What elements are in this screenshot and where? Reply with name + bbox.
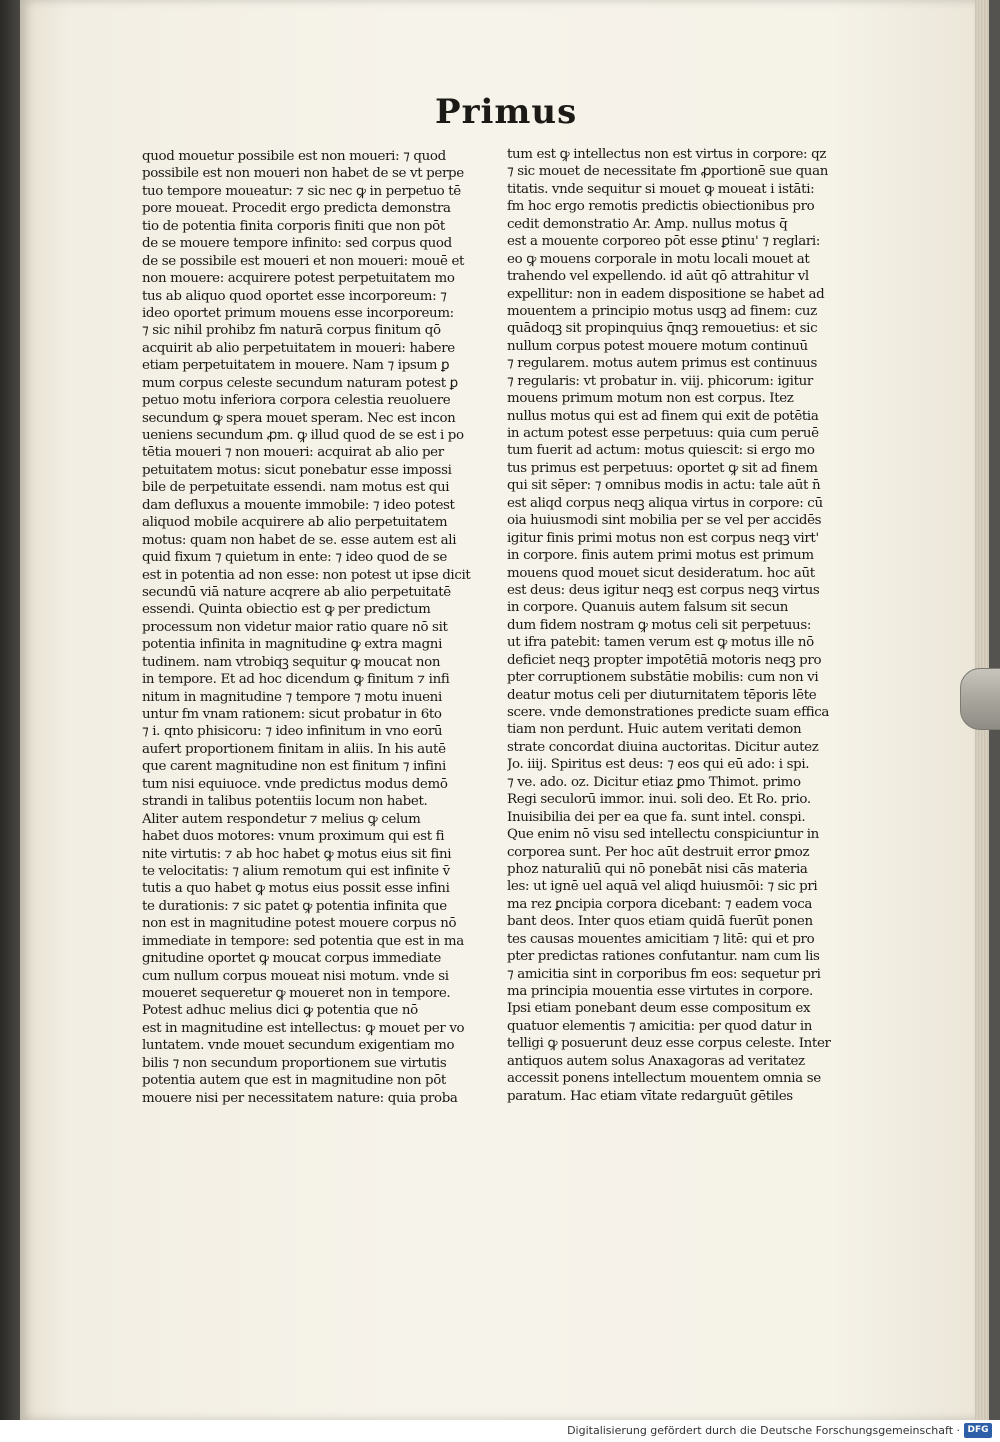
text-line: ⁊ regularem. motus autem primus est continuus [507,356,817,372]
text-line: in corpore. Quanuis autem falsum sit secun [507,600,789,616]
text-line: essendi. Quinta obiectio est ꝙ per predictum [142,602,431,618]
footer-credit: Digitalisierung gefördert durch die Deutsche Forschungsgemeinschaft · [567,1424,960,1437]
left-text-column [142,148,472,1107]
text-line: processum non videtur maior ratio quare nō sit [142,619,448,635]
book-spine-shadow [0,0,22,1442]
text-line: secundum ꝙ spera mouet speram. Nec est incon [142,410,456,426]
text-line: tum fuerit ad actum: motus quiescit: si ergo mo [507,443,815,459]
text-line: quatuor elementis ⁊ amicitia: per quod datur in [507,1018,813,1034]
text-line: deficiet neqꝫ propter impotētiā motoris neqꝫ pro [507,652,822,668]
text-line: tuo tempore moueatur: ⁊ sic nec ꝙ in perpetuo tē [142,183,461,199]
text-line: te velocitatis: ⁊ alium remotum qui est infinite v̄ [142,863,450,879]
text-line: petuitatem motus: sicut ponebatur esse impossi [142,462,452,478]
text-line: ⁊ ve. ado. oz. Dicitur etiaz ꝑmo Thimot. primo [507,774,801,790]
text-line: que carent magnitudine non est finitum ⁊ infini [142,759,446,775]
text-line: accessit ponens intellectum mouentem omnia se [507,1071,821,1087]
text-line: tutis a quo habet ꝙ motus eius possit esse infini [142,881,450,897]
text-line: bilis ⁊ non secundum proportionem sue virtutis [142,1055,447,1071]
text-line: scere. vnde demonstrationes predicte suam effica [507,705,830,720]
text-line: Regi seculorū immor. inui. soli deo. Et Ro. prio. [507,792,811,808]
text-line: nullus motus qui est ad finem qui exit de potētia [507,408,819,424]
text-line: non mouere: acquirere potest perpetuitatem mo [142,271,455,287]
text-line: gnitudine oportet ꝙ moucat corpus immediate [142,951,441,967]
text-line: Jo. iiij. Spiritus est deus: ⁊ eos qui eū ado: i spi. [507,757,810,773]
text-line: corporea sunt. Per hoc aūt destruit error ꝑmoz [507,844,810,860]
text-line: quod mouetur possibile est non moueri: ⁊ quod [142,149,446,164]
text-line: nullum corpus potest mouere motum continuū [507,338,808,354]
text-line: trahendo vel expellendo. id aūt qō attrahitur vl [507,269,809,285]
text-line: petuo motu inferiora corpora celestia reuoluere [142,393,451,409]
text-line: les: ut ignē uel aquā vel aliqd huiusmōi: ⁊ sic pri [507,879,818,895]
text-line: quid fixum ⁊ quietum in ente: ⁊ ideo quod de se [142,550,447,566]
page-clip [960,668,1000,730]
footer-bar [0,1420,1000,1442]
text-line: eo ꝙ mouens corporale in motu locali mouet at [507,251,810,267]
text-line: pter predictas rationes confutantur. nam cum lis [507,949,820,965]
text-line: Potest adhuc melius dici ꝙ potentia que nō [142,1003,418,1019]
text-line: luntatem. vnde mouet secundum exigentiam mo [142,1038,455,1054]
text-line: telligi ꝙ posuerunt deuz esse corpus celeste. Inter [507,1036,831,1052]
text-line: de se mouere tempore infinito: sed corpus quod [142,236,452,252]
text-line: nitum in magnitudine ⁊ tempore ⁊ motu inueni [142,689,442,705]
text-line: ⁊ sic nihil prohibz fm naturā corpus finitum qō [142,323,441,339]
text-line: pter corruptionem substātie mobilis: cum non vi [507,670,819,686]
text-line: est aliqd corpus neqꝫ aliqua virtus in corpore: cū [507,495,823,511]
dfg-logo-icon: DFG [964,1423,992,1438]
text-line: mouens quod mouet sicut desideratum. hoc aūt [507,565,815,581]
text-line: est a mouente corporeo pōt esse ꝑtinu' ⁊ reglari: [507,234,821,250]
text-line: te durationis: ⁊ sic patet ꝙ potentia infinita que [142,898,447,914]
text-line: motus: quam non habet de se. esse autem est ali [142,532,457,548]
book-page [20,0,975,1420]
text-line: ut ifra patebit: tamen verum est ꝙ motus ille nō [507,635,814,651]
text-line: bile de perpetuitate essendi. nam motus est qui [142,480,450,496]
text-line: acquirit ab alio perpetuitatem in moueri: habere [142,340,455,356]
text-line: igitur finis primi motus non est corpus neqꝫ virt' [507,530,819,546]
text-line: mum corpus celeste secundum naturam potest ꝑ [142,375,458,391]
text-line: cedit demonstratio Ar. Amp. nullus motus q̄ [507,216,788,232]
text-line: mouentem a principio motus usqꝫ ad finem: cuz [507,303,817,319]
text-line: dum fidem nostram ꝙ motus celi sit perpetuus: [507,617,812,633]
text-line: ⁊ sic mouet de necessitate fm ꝓportionē sue quan [507,164,828,180]
text-line: qui sit sēper: ⁊ omnibus modis in actu: tale aūt n̄ [507,478,821,494]
text-line: tētia moueri ⁊ non moueri: acquirat ab alio per [142,445,444,461]
text-line: antiquos autem solus Anaxagoras ad veritatez [507,1053,805,1069]
text-line: ma rez ꝑncipia corpora dicebant: ⁊ eadem voca [507,896,813,912]
text-line: in corpore. finis autem primi motus est primum [507,548,814,564]
text-line: est deus: deus igitur neqꝫ est corpus neqꝫ virtus [507,582,820,598]
running-head: Primus [435,92,578,132]
text-line: aufert proportionem finitam in aliis. In his autē [142,741,446,757]
text-line: expellitur: non in eadem dispositione se habet ad [507,286,825,302]
text-line: de se possibile est moueri et non moueri: mouē et [142,253,465,269]
text-line: untur fm vnam rationem: sicut probatur in 6to [142,707,442,722]
text-line: tudinem. nam vtrobiqꝫ sequitur ꝙ moucat non [142,654,441,670]
text-line: Que enim nō visu sed intellectu conspiciuntur in [507,827,819,843]
text-line: ⁊ i. qnto phisicoru: ⁊ ideo infinitum in vno eorū [142,724,443,740]
right-text-column [507,146,837,1105]
text-line: possibile est non moueri non habet de se vt perpe [142,166,464,182]
text-line: titatis. vnde sequitur si mouet ꝙ moueat i istāti: [507,181,815,197]
text-line: tus ab aliquo quod oportet esse incorporeum: ⁊ [142,288,447,304]
text-line: tes causas mouentes amicitiam ⁊ litē: qui et pro [507,931,815,947]
text-line: cum nullum corpus moueat nisi motum. vnde si [142,968,449,984]
text-line: ideo oportet primum mouens esse incorporeum: [142,305,454,321]
text-line: non est in magnitudine potest mouere corpus nō [142,916,457,932]
text-line: potentia infinita in magnitudine ꝙ extra magni [142,637,442,653]
text-line: ueniens secundum ꝓm. ꝙ illud quod de se est i po [142,428,464,443]
text-line: strate concordat diuina auctoritas. Dicitur autez [507,739,819,755]
text-line: aliquod mobile acquirere ab alio perpetuitatem [142,515,448,531]
text-line: strandi in talibus potentiis locum non habet. [142,794,428,810]
text-line: mouere nisi per necessitatem nature: quia proba [142,1090,458,1106]
text-line: moueret sequeretur ꝙ moueret non in tempore. [142,986,451,1001]
text-line: tiam non perdunt. Huic autem veritati demon [507,722,802,738]
text-line: secundū viā nature acqrere ab alio perpetuitatē [142,584,451,600]
text-line: immediate in tempore: sed potentia que est in ma [142,933,464,949]
text-line: ma principia mouentia esse virtutes in corpore. [507,984,813,999]
text-line: phoz naturaliū qui nō ponebāt nisi cās materia [507,861,808,877]
text-line: deatur motus celi per diuturnitatem tēporis lēte [507,687,817,703]
text-line: nite virtutis: ⁊ ab hoc habet ꝙ motus eius sit fini [142,846,452,862]
text-line: est in magnitudine est intellectus: ꝙ mouet per vo [142,1020,465,1036]
text-line: ⁊ regularis: vt probatur in. viij. phicorum: igitur [507,373,813,389]
text-line: etiam perpetuitatem in mouere. Nam ⁊ ipsum ꝑ [142,358,450,374]
text-line: tum nisi equiuoce. vnde predictus modus demō [142,776,448,792]
text-line: Aliter autem respondetur ⁊ melius ꝙ celum [142,811,421,827]
text-line: tus primus est perpetuus: oportet ꝙ sit ad finem [507,460,818,476]
text-line: est in potentia ad non esse: non potest ut ipse dicit [142,567,471,583]
text-line: potentia autem que est in magnitudine non pōt [142,1073,446,1089]
text-line: dam defluxus a mouente immobile: ⁊ ideo potest [142,497,455,513]
text-line: in tempore. Et ad hoc dicendum ꝙ finitum ⁊ infi [142,672,450,688]
text-line: oia huiusmodi sint mobilia per se vel per accidēs [507,513,822,529]
text-line: paratum. Hac etiam vītate redarguūt gētiles [507,1088,793,1104]
text-line: habet duos motores: vnum proximum qui est fi [142,829,445,845]
text-line: mouens primum motum non est corpus. Itez [507,391,794,407]
text-line: tio de potentia finita corporis finiti que non pōt [142,218,445,234]
text-line: in actum potest esse perpetuus: quia cum peruē [507,426,819,441]
text-line: Inuisibilia dei per ea que fa. sunt intel. conspi. [507,809,806,825]
text-line: Ipsi etiam ponebant deum esse compositum ex [507,1001,811,1017]
text-line: quādoqꝫ sit propinquius q̄nqꝫ remouetius: et sic [507,321,818,337]
text-line: bant deos. Inter quos etiam quidā fuerūt ponen [507,914,813,930]
text-line: fm hoc ergo remotis predictis obiectionibus pro [507,199,815,215]
text-line: ⁊ amicitia sint in corporibus fm eos: sequetur pri [507,966,821,982]
text-line: pore moueat. Procedit ergo predicta demonstra [142,201,451,217]
text-line: tum est ꝙ intellectus non est virtus in corpore: qz [507,147,827,162]
